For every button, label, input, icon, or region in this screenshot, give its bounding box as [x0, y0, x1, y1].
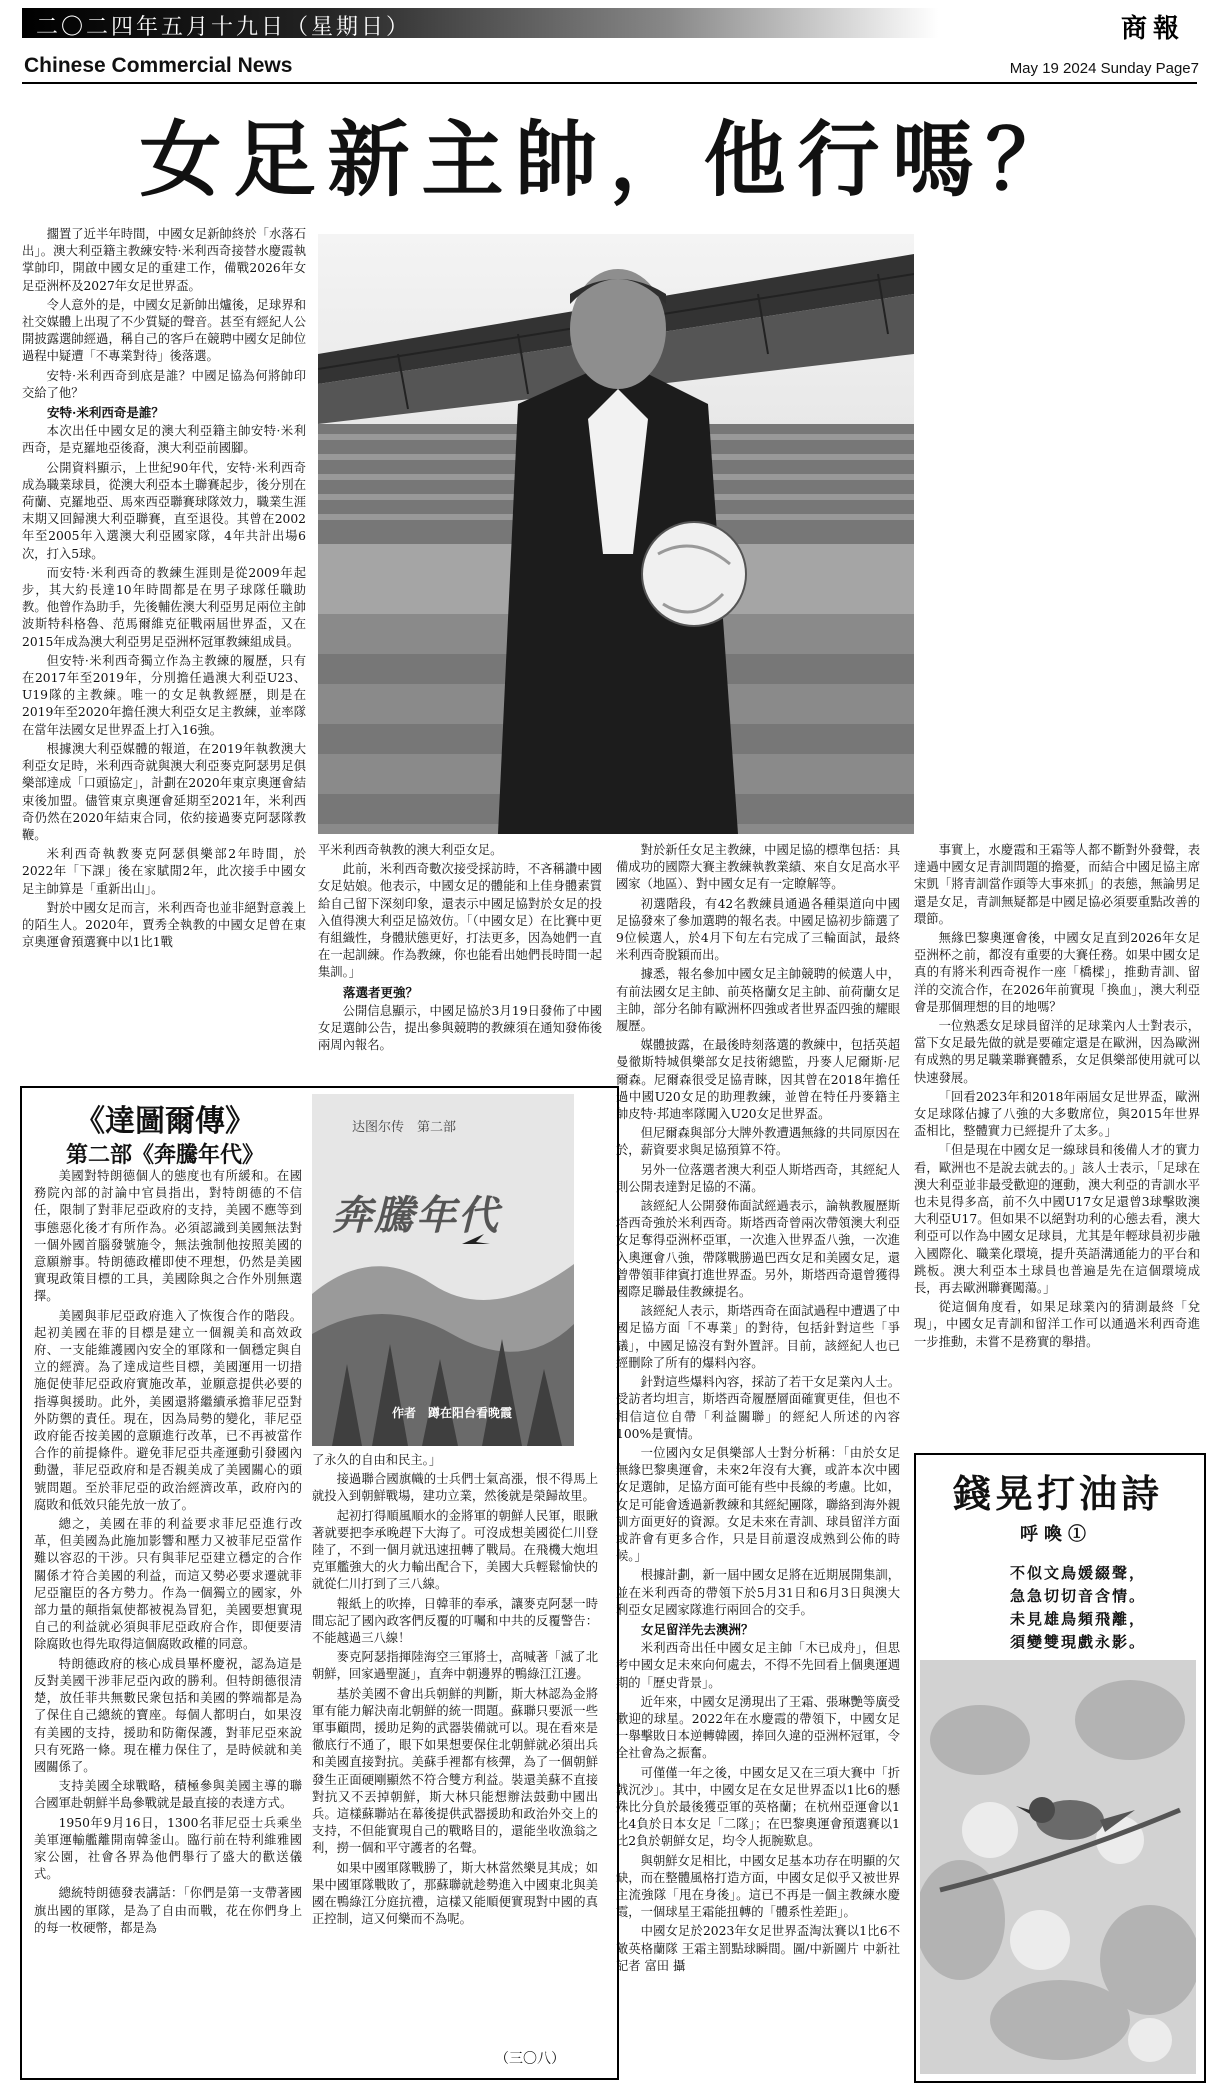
paragraph: 根據計劃，新一屆中國女足將在近期展開集訓，並在米利西奇的帶領下於5月31日和6月3日與澳大利亞女足國家隊進行兩回合的交手。	[616, 1568, 900, 1617]
paragraph: 米利西奇出任中國女足主帥「木已成舟」，但思考中國女足未來向何處去，不得不先回看上個奧運週期的「歷史背景」。	[616, 1641, 900, 1690]
paragraph: 本次出任中國女足的澳大利亞籍主帥安特·米利西奇，是克羅地亞後裔，澳大利亞前國腳。	[22, 424, 306, 456]
issue-line: May 19 2024 Sunday Page7	[1009, 60, 1199, 77]
paragraph: 起初打得順風順水的金將軍的朝鮮人民軍，眼瞅著就要把李承晚趕下大海了。可沒成想美國從仁川登陸了，不到一個月就迅速扭轉了戰局。在飛機大炮坦克軍艦強大的火力輸出配合下，美國大兵輕鬆愉快的就從仁川打到了三八線。	[312, 1508, 598, 1592]
book-author: 作者 蹲在阳台看晚霞	[392, 1406, 513, 1420]
paragraph: 了永久的自由和民主。」	[312, 1453, 442, 1467]
article-column-3	[616, 842, 900, 2074]
paragraph: 1950年9月16日，1300名菲尼亞士兵乘坐美軍運輸艦離開南韓釜山。臨行前在特利維雅國家公園，社會各界為他們舉行了盛大的歡送儀式。	[34, 1815, 302, 1882]
section-heading: 女足留洋先去澳洲？	[641, 1621, 754, 1637]
paragraph: 公開信息顯示，中國足協於3月19日發佈了中國女足選帥公告，提出參與競聘的教練須在通知發佈後兩周內報名。	[318, 1003, 602, 1053]
paragraph: 該經紀人表示，斯塔西奇在面試過程中遭遇了中國足協方面「不專業」的對待，包括針對這些「爭議」，中國足協沒有對外置評。目前，該經紀人也已經刪除了所有的爆料內容。	[616, 1304, 900, 1370]
paragraph: 安特·米利西奇到底是誰？中國足協為何將帥印交給了他？	[22, 368, 306, 400]
paragraph: 對於新任女足主教練，中國足協的標準包括：具備成功的國際大賽主教練執教業績、來自女足高水平國家（地區）、對中國女足有一定瞭解等。	[616, 843, 900, 892]
poem-line: 須變雙現戲永影。	[1010, 1633, 1147, 1651]
section-heading: 落選者更強？	[343, 984, 419, 1000]
book-series-label: 达图尔传 第二部	[352, 1120, 457, 1135]
photo-caption: 中國女足於2023年女足世界盃淘汰賽以1比6不敵英格蘭隊 王霜主罰點球瞬間。圖/中新圖片 中新社記者 富田 攝	[616, 1924, 900, 1973]
paragraph: 根據澳大利亞媒體的報道，在2019年執教澳大利亞女足時，米利西奇就與澳大利亞麥克阿瑟男足俱樂部達成「口頭協定」，計劃在2020年東京奧運會結束後加盟。儘管東京奧運會延期至2021年，米利西奇仍然在2020年結束合同，依約接過麥克阿瑟隊教鞭。	[22, 741, 306, 842]
paragraph: 擱置了近半年時間，中國女足新帥終於「水落石出」。澳大利亞籍主教練安特·米利西奇接替水慶霞執掌帥印，開啟中國女足的重建工作，備戰2026年女足亞洲杯及2027年女足世界盃。	[22, 227, 306, 293]
serial-title: 《達圖爾傳》	[75, 1104, 255, 1139]
paragraph: 媒體披露，在最後時刻落選的教練中，包括英超曼徹斯特城俱樂部女足技術總監，丹麥人尼爾斯·尼爾森。尼爾森很受足協青睞，因其曾在2018年擔任過中國U20女足的助理教練，並曾在特任丹麥籍主帥皮特·邦迪率隊闖入U20女足世界盃。	[616, 1038, 900, 1122]
section-heading: 安特·米利西奇是誰？	[47, 405, 164, 421]
paragraph: 與朝鮮女足相比，中國女足基本功存在明顯的欠缺，而在整體風格打造方面，中國女足似乎又被世界主流強隊「甩在身後」。這已不再是一個主教練水慶霞，一個球星王霜能扭轉的「體系性差距」。	[616, 1853, 900, 1920]
paragraph: 近年來，中國女足湧現出了王霜、張琳艷等廣受歡迎的球星。2022年在水慶霞的帶領下，中國女足一舉擊敗日本逆轉韓國，捧回久違的亞洲杯冠軍，令全社會為之振奮。	[616, 1694, 900, 1761]
coach-photo	[318, 234, 914, 834]
paragraph: 「但是現在中國女足一線球員和後備人才的實力看，歐洲也不是說去就去的。」該人士表示，「足球在澳大利亞並非最受歡迎的運動，澳大利亞的青訓水平也未見得多高，前不久中國U17女足還曾3球擊敗澳大利亞U17。但如果不以絕對功利的心態去看，澳大利亞可以作為中國女足球員，尤其是年輕球員初步融入國際化、職業化環境，提升英語溝通能力的平台和跳板。澳大利亞本土球員也普遍是先在這個環境成長，再去歐洲聯賽闖蕩。」	[914, 1143, 1200, 1296]
poem-lines	[1010, 1562, 1160, 1654]
paragraph: 但尼爾森與部分大牌外教遭遇無緣的共同原因在於，薪資要求與足協預算不符。	[616, 1126, 900, 1158]
paragraph: 米利西奇執教麥克阿瑟俱樂部2年時間，於2022年「下課」後在家賦閒2年，此次接手中國女足主帥算是「重新出山」。	[22, 847, 306, 896]
paragraph: 針對這些爆料內容，採訪了若干女足業內人士。受訪者均坦言，斯塔西奇履歷層面確實更佳，但也不相信這位自帶「利益關聯」的經紀人所述的內容100%是實情。	[616, 1375, 900, 1441]
paragraph: 總統特朗德發表講話：「你們是第一支帶著國旗出國的軍隊，是為了自由而戰，花在你們身上的每一枚硬幣，都是為	[34, 1886, 302, 1935]
article-column-4	[914, 842, 1200, 1442]
paragraph: 接過聯合國旗幟的士兵們士氣高漲，恨不得馬上就投入到朝鮮戰場，建功立業，然後就是榮歸故里。	[312, 1472, 598, 1504]
paper-name: Chinese Commercial News	[24, 54, 293, 77]
poem-line: 急急切切音含情。	[1010, 1587, 1147, 1605]
paragraph: 但安特·米利西奇獨立作為主教練的履歷，只有在2017年至2019年，分別擔任過澳大利亞U23、U19隊的主教練。唯一的女足執教經歷，則是在2019年至2020年擔任澳大利亞女足主教練，並率隊在當年法國女足世界盃上打入16強。	[22, 653, 306, 737]
paragraph: 「回看2023年和2018年兩屆女足世界盃，歐洲女足球隊佔據了八強的大多數席位，與2015年世界盃相比，整體實力已經提升了太多。」	[914, 1089, 1200, 1139]
poem-line: 不似文鳥媛綴聲，	[1010, 1564, 1147, 1582]
book-title: 奔騰年代	[332, 1192, 500, 1239]
header-rule	[22, 82, 1197, 84]
poem-subtitle: 呼喚①	[1020, 1524, 1092, 1545]
paragraph: 麥克阿瑟指揮陸海空三軍將士，高喊著「滅了北朝鮮，回家過聖誕」，直奔中朝邊界的鴨綠江江邊。	[312, 1650, 598, 1682]
paragraph: 報紙上的吹捧，日韓菲的奉承，讓麥克阿瑟一時間忘記了國內政客們反覆的叮囑和中共的反覆警告：不能越過三八線！	[312, 1596, 598, 1646]
date-line: 二〇二四年五月十九日（星期日）	[36, 15, 412, 40]
paragraph: 令人意外的是，中國女足新帥出爐後，足球界和社交媒體上出現了不少質疑的聲音。甚至有經紀人公開披露選帥經過，稱自己的客戶在競聘中國女足帥位過程中疑遭「不專業對待」後落選。	[22, 297, 306, 364]
paragraph: 從這個角度看，如果足球業內的猜測最終「兌現」，中國女足青訓和留洋工作可以通過米利西奇進一步推動，未嘗不是務實的舉措。	[914, 1300, 1200, 1349]
paragraph: 平米利西奇執教的澳大利亞女足。	[318, 843, 503, 857]
paragraph: 如果中國軍隊戰勝了，斯大林當然樂見其成；如果中國軍隊戰敗了，那蘇聯就趁勢進入中國東北與美國在鴨綠江分庭抗禮，這樣又能順便實現對中國的真正控制，這又何樂而不為呢。	[312, 1860, 598, 1927]
paragraph: 可僅僅一年之後，中國女足又在三項大賽中「折戟沉沙」。其中，中國女足在女足世界盃以1比6的懸殊比分負於最後獲亞軍的英格蘭；在杭州亞運會以1比4負於日本女足「二隊」；在巴黎奧運會預選賽以1比2負於朝鮮女足，均令人扼腕歎息。	[616, 1765, 900, 1849]
paragraph: 基於美國不會出兵朝鮮的判斷，斯大林認為金將軍有能力解決南北朝鮮的統一問題。蘇聯只要派一些軍事顧問，援助足夠的武器裝備就可以。現在看來是徹底行不通了，眼下如果想要保住北朝鮮就必須出兵和美國直接對抗。美蘇手裡都有核彈，為了一個朝鮮發生正面硬剛顯然不符合雙方利益。裝還美蘇不直接對抗又不丟掉朝鮮，斯大林只能想辦法鼓動中國出兵。這樣蘇聯站在幕後提供武器援助和政治外交上的支持，不但能實現自己的戰略目的，還能坐收漁翁之利，撈一個和平守護者的名聲。	[312, 1686, 598, 1856]
article-column-2	[318, 842, 602, 1062]
paragraph: 另外一位落選者澳大利亞人斯塔西奇，其經紀人則公開表達對足協的不滿。	[616, 1162, 900, 1194]
paragraph: 對於中國女足而言，米利西奇也並非絕對意義上的陌生人。2020年，賈秀全執教的中國女足曾在東京奧運會預選賽中以1比1戰	[22, 900, 306, 950]
paragraph: 特朗德政府的核心成員畢杯慶祝，認為這是反對美國干涉菲尼亞內政的勝利。但特朗德很清楚，放任菲共無數民衆包括和美國的弊端都是為了保住自己總統的寶座。每個人都明白，如果沒有美國的支持，援助和防衛保護，對菲尼亞來說只有死路一條。現在權力保住了，是時候就和美國關係了。	[34, 1656, 302, 1774]
paragraph: 該經紀人公開發佈面試經過表示，論執教履歷斯塔西奇強於米利西奇。斯塔西奇曾兩次帶領澳大利亞女足奪得亞洲杯亞軍，一次進入世界盃八強，一次進入奧運會八強，帶隊戰勝過巴西女足和美國女足，還曾帶領菲律賓打進世界盃。另外，斯塔西奇還曾獲得國際足聯最佳教練提名。	[616, 1199, 900, 1300]
paragraph: 初選階段，有42名教練員通過各種渠道向中國足協發來了參加選聘的報名表。中國足協初步篩選了9位候選人，於4月下旬左右完成了三輪面試，最終米利西奇脫穎而出。	[616, 896, 900, 963]
book-cover	[312, 1094, 574, 1446]
paragraph: 事實上，水慶霞和王霜等人都不斷對外發聲，表達過中國女足青訓問題的擔憂，而結合中國足協主席宋凱「將青訓當作頭等大事來抓」的表態，無論男足還是女足，青訓無疑都是中國足協必須要重點改善的環節。	[914, 843, 1200, 926]
paragraph: 支持美國全球戰略，積極參與美國主導的聯合國軍赴朝鮮半島參戰就是最直接的表達方式。	[34, 1779, 302, 1811]
poem-line: 未見雄鳥頻飛離，	[1010, 1610, 1147, 1628]
masthead-bar	[22, 8, 1197, 44]
paragraph: 此前，米利西奇數次接受採訪時，不吝稱讚中國女足姑娘。他表示，中國女足的體能和上佳身體素質給自己留下深刻印象，還表示中國足協對於女足的投入值得澳大利亞足協效仿。「（中國女足）在比賽中更有組織性，身體狀態更好，打法更多，因為她們一直在一起訓練。作為教練，你也能看出她們長時間一起集訓。」	[318, 862, 602, 980]
paragraph: 據悉，報名參加中國女足主帥競聘的候選人中，有前法國女足主帥、前英格蘭女足主帥、前荷蘭女足主帥，部分名帥有歐洲杯四強或者世界盃四強的耀眼履歷。	[616, 967, 900, 1034]
article-column-1	[22, 226, 306, 1060]
paragraph: 無緣巴黎奧運會後，中國女足直到2026年女足亞洲杯之前，都沒有重要的大賽任務。如果中國女足真的有將米利西奇視作一座「橋樑」，推動青訓、留洋的交流合作，在2026年前實現「換血」，澳大利亞會是那個理想的目的地嗎？	[914, 931, 1200, 1014]
paragraph: 美國與菲尼亞政府進入了恢復合作的階段。起初美國在菲的目標是建立一個親美和高效政府、一支能維護國內安全的軍隊和一個穩定與自立的經濟。為了達成這些目標，美國運用一切措施促使菲尼亞政府實施改革，並願意提供必要的指導與援助。此外，美國還將繼續承擔菲尼亞對外防禦的責任。現在，因為局勢的變化，菲尼亞政府能否按美國的意願進行改革，已不再被當作合作的前提條件。避免菲尼亞共產運動引發國內動盪，菲尼亞政府和是否親美成了美國關心的頭號問題。至於菲尼亞的政治經濟改革，政府內的腐敗和低效只能先放一放了。	[34, 1308, 302, 1512]
brand-name: 商報	[1120, 14, 1185, 44]
paragraph: 總之，美國在菲的利益要求菲尼亞進行改革，但美國為此施加影響和壓力又被菲尼亞當作難以容忍的干涉。只有與菲尼亞建立穩定的合作關係才符合美國的利益，而這又勢必要求遷就菲尼亞寵臣的各方勢力。作為一個獨立的國家，外部力量的顛指氣使都被視為冒犯，美國要想實現自己的利益就必須與菲尼亞政府合作，即便要清除腐敗也得先取得這個腐敗政權的同意。	[34, 1517, 302, 1652]
serial-column-2	[312, 1452, 598, 2042]
paragraph: 一位國內女足俱樂部人士對分析稱：「由於女足無緣巴黎奧運會，未來2年沒有大賽，或許本次中國女足選帥，足協方面可能有些中長線的考慮。比如，女足可能會透過新教練和其經紀團隊，聯絡到海外親訓方面更好的資源。女足未來在青訓、球員留洋方面或許會有更多合作，只是目前還沒成熟到公佈的時候。」	[616, 1445, 900, 1564]
headline: 女足新主帥，他行嗎？	[139, 113, 1080, 208]
paragraph: 一位熟悉女足球員留洋的足球業內人士對表示，當下女足最先做的就是要確定還是在歐洲，因為歐洲有成熟的男足職業聯賽體系，女足俱樂部使用就可以快速發展。	[914, 1019, 1200, 1085]
serial-column-1	[34, 1168, 302, 2068]
poem-title: 錢晃打油詩	[952, 1471, 1163, 1516]
paragraph: 美國對特朗德個人的態度也有所緩和。在國務院內部的討論中官員指出，對特朗德的不信任，限制了對菲尼亞政府的支持，美國不應等到事態惡化後才有所作為。必須認識到美國無法對一個外國首腦發號施令，無法強制他按照美國的意願辦事。特朗德政權即使不理想，仍然是美國實現政策目標的工具，美國除與之合作外別無選擇。	[34, 1169, 302, 1304]
serial-number: （三〇八）	[495, 2051, 565, 2067]
paragraph: 公開資料顯示，上世紀90年代，安特·米利西奇成為職業球員，從澳大利亞本土聯賽起步，後分別在荷蘭、克羅地亞、馬來西亞聯賽球隊效力，職業生涯末期又回歸澳大利亞聯賽，直至退役。其曾在2002年至2005年入選澳大利亞國家隊，4年共計出場6次，打入5球。	[22, 460, 306, 561]
serial-subtitle: 第二部《奔騰年代》	[65, 1142, 264, 1168]
bird-photo	[920, 1660, 1196, 2074]
paragraph: 而安特·米利西奇的教練生涯則是從2009年起步，其大約長達10年時間都是在男子球隊任職助教。他曾作為助手，先後輔佐澳大利亞男足兩位主帥波斯特科格魯、范馬爾維克征戰兩屆世界盃，又在2015年成為澳大利亞男足亞洲杯冠軍教練組成員。	[22, 565, 306, 649]
